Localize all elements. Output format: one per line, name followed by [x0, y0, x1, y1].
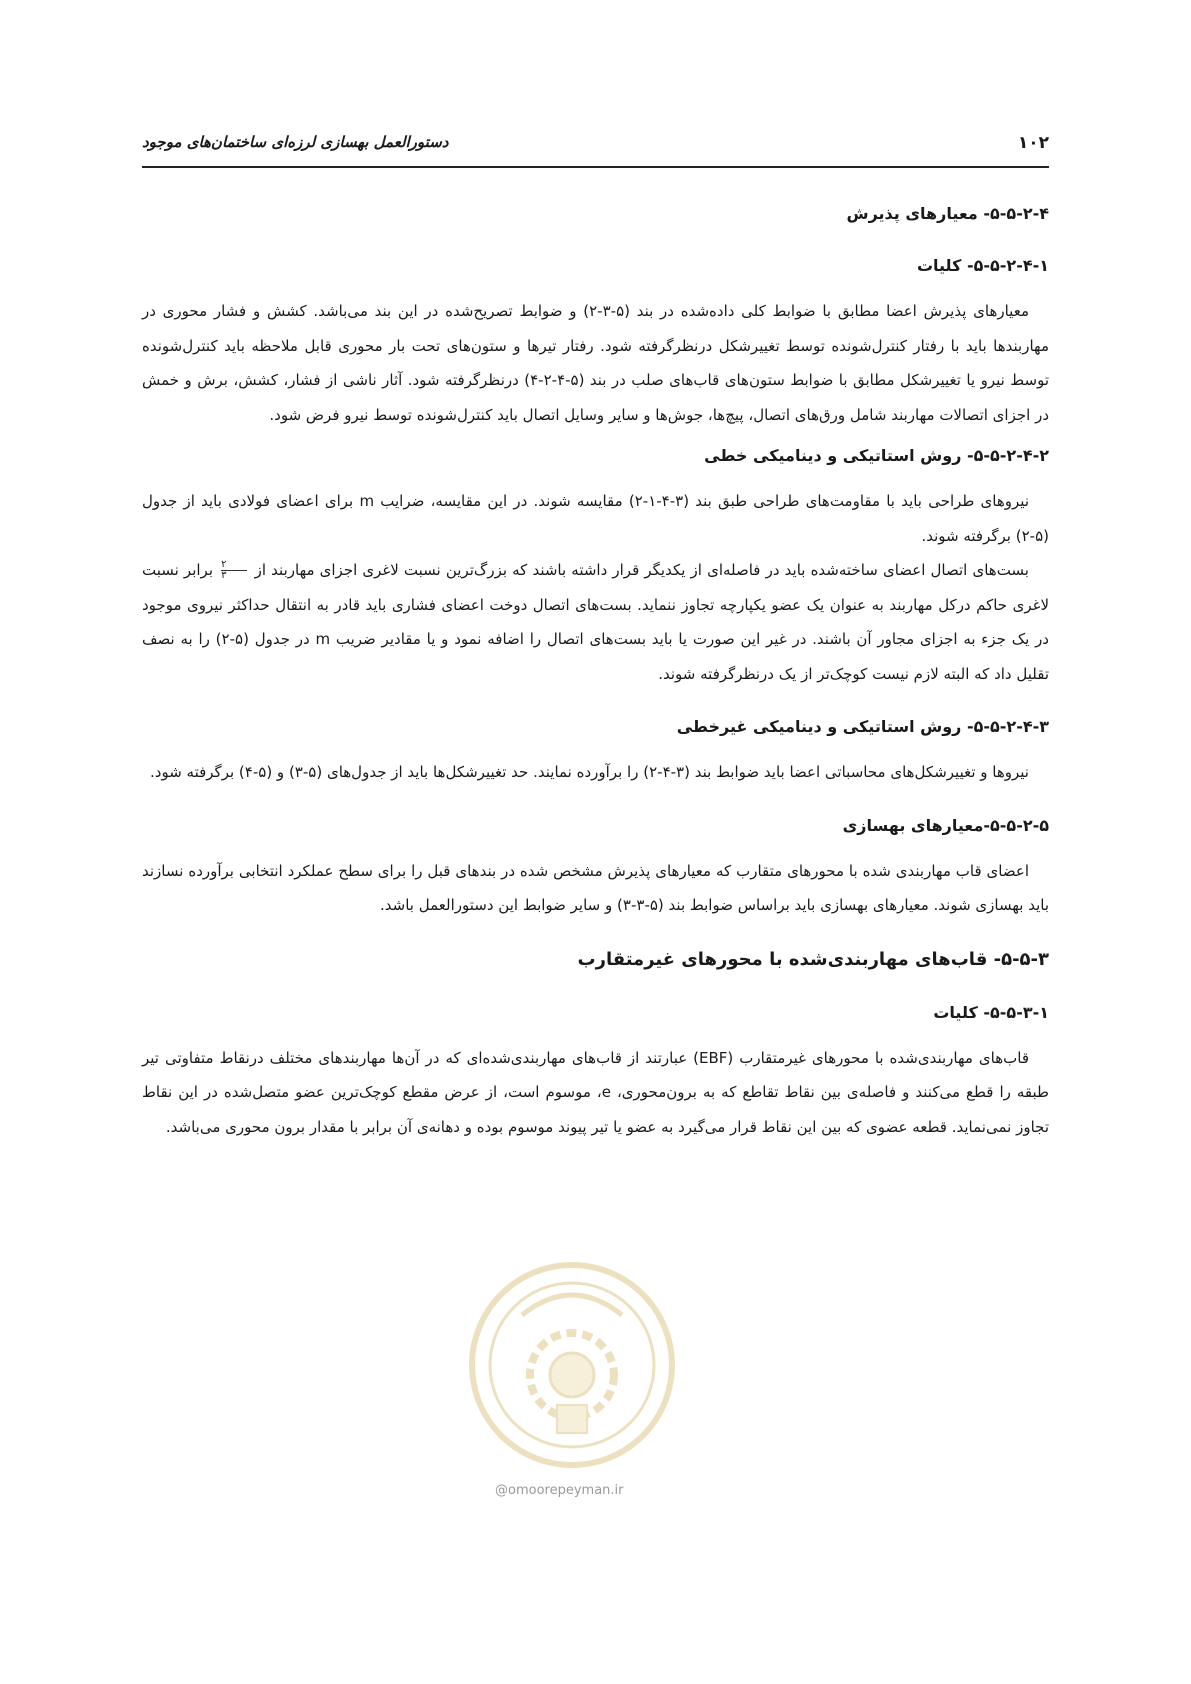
- paragraph-linear-methods: نیروهای طراحی باید با مقاومت‌های طراحی طبق بند (۳-۴-۱-۲) مقایسه شوند. در این مقایسه، ضرایب m برای اعضای فولادی باید از جدول (۵-۲) برگرفته شوند.: [142, 492, 1049, 545]
- seal-logo-icon: [462, 1255, 682, 1475]
- running-title: دستورالعمل بهسازی لرزه‌ای ساختمان‌های موجود: [142, 133, 449, 151]
- watermark-url-text: omoorepeyman.ir: [508, 1483, 624, 1498]
- section-heading-ebf: ۵-۵-۳- قاب‌های مهاربندی‌شده با محورهای غیرمتقارب: [577, 948, 1049, 970]
- header-divider: [142, 166, 1049, 168]
- fraction-numerator: ۲: [221, 559, 227, 570]
- section-heading-general: ۵-۵-۲-۴-۱- کلیات: [916, 256, 1049, 275]
- paragraph-stitch-connectors: [142, 553, 1049, 691]
- document-body: [142, 200, 1049, 1144]
- fraction-denominator: ۳: [221, 570, 246, 581]
- two-thirds-fraction: [221, 560, 246, 581]
- paragraph-rehabilitation-criteria: اعضای قاب مهاربندی شده با محورهای متقارب که معیارهای پذیرش مشخص شده در بندهای قبل را برای سطح عملکرد انتخابی برآورده نسازند باید بهسازی شوند. معیارهای بهسازی باید براساس ضوابط بند (۵-۳-۳) و سایر ضوابط این دستورالعمل باشد.: [142, 861, 1049, 914]
- page-header: [142, 133, 1049, 163]
- paragraph-stitch-part-1: بست‌های اتصال اعضای ساخته‌شده باید در فاصله‌ای از یکدیگر قرار داشته باشند که بزرگ‌ترین نسبت لاغری اجزای مهاربند از: [254, 561, 1029, 579]
- section-heading-rehabilitation-criteria: ۵-۵-۲-۵-معیارهای بهسازی: [842, 815, 1049, 835]
- paragraph-nonlinear-methods: نیروها و تغییرشکل‌های محاسباتی اعضا باید ضوابط بند (۳-۴-۲) را برآورده نمایند. حد تغییرشکل‌ها باید از جدول‌های (۵-۳) و (۵-۴) برگرفته شود.: [150, 763, 1029, 781]
- section-heading-ebf-general: ۵-۵-۳-۱- کلیات: [933, 1002, 1049, 1022]
- section-heading-nonlinear-methods: ۵-۵-۲-۴-۳- روش استاتیکی و دینامیکی غیرخطی: [676, 717, 1049, 736]
- paragraph-acceptance-general: معیارهای پذیرش اعضا مطابق با ضوابط کلی داده‌شده در بند (۵-۳-۲) و ضوابط تصریح‌شده در این بند می‌باشد. کشش و فشار محوری در مهاربندها باید با رفتار کنترل‌شونده توسط تغییرشکل درنظرگرفته شود. رفتار تیرها و ستون‌های تحت بار محوری قابل ملاحظه باید کنترل‌شونده توسط نیرو یا تغییرشکل مطابق با ضوابط ستون‌های قاب‌های صلب در بند (۵-۴-۲-۴) درنظرگرفته شود. آثار ناشی از فشار، کشش، برش و خمش در اجزای اتصالات مهاربند شامل ورق‌های اتصال، پیچ‌ها، جوش‌ها و سایر وسایل اتصال باید کنترل‌شونده توسط نیرو فرض شود.: [142, 302, 1049, 424]
- section-heading-acceptance-criteria: ۵-۵-۲-۴- معیارهای پذیرش: [846, 204, 1049, 223]
- section-heading-linear-methods: ۵-۵-۲-۴-۲- روش استاتیکی و دینامیکی خطی: [704, 446, 1049, 465]
- page-number: ۱۰۲: [1017, 133, 1049, 153]
- watermark-url: @omoorepeyman.ir: [495, 1483, 624, 1498]
- paragraph-stitch-part-2: برابر نسبت لاغری حاکم درکل مهاربند به عنوان یک عضو یکپارچه تجاوز ننماید. بست‌های اتصال دوخت اعضای فشاری باید قادر به انتقال حداکثر نیروی موجود در یک جزء به اجزای مجاور آن باشند. در غیر این صورت یا باید بست‌های اتصال را اضافه نمود و یا مقادیر ضریب m در جدول (۵-۲) را به نصف تقلیل داد که البته لازم نیست کوچک‌تر از یک درنظرگرفته شوند.: [142, 561, 1049, 683]
- paragraph-ebf-general: قاب‌های مهاربندی‌شده با محورهای غیرمتقارب (EBF) عبارتند از قاب‌های مهاربندی‌شده‌ای که در آن‌ها مهاربندهای مختلف درنقاط متفاوتی تیر طبقه را قطع می‌کنند و فاصله‌ی بین نقاط تقاطع که به برون‌محوری، e، موسوم است، از عرض مقطع کوچک‌ترین عضو متصل‌شده در این نقاط تجاوز نمی‌نماید. قطعه عضوی که بین این نقاط قرار می‌گیرد به عضو یا تیر پیوند موسوم بوده و دهانه‌ی آن برابر با مقدار برون محوری می‌باشد.: [142, 1048, 1049, 1136]
